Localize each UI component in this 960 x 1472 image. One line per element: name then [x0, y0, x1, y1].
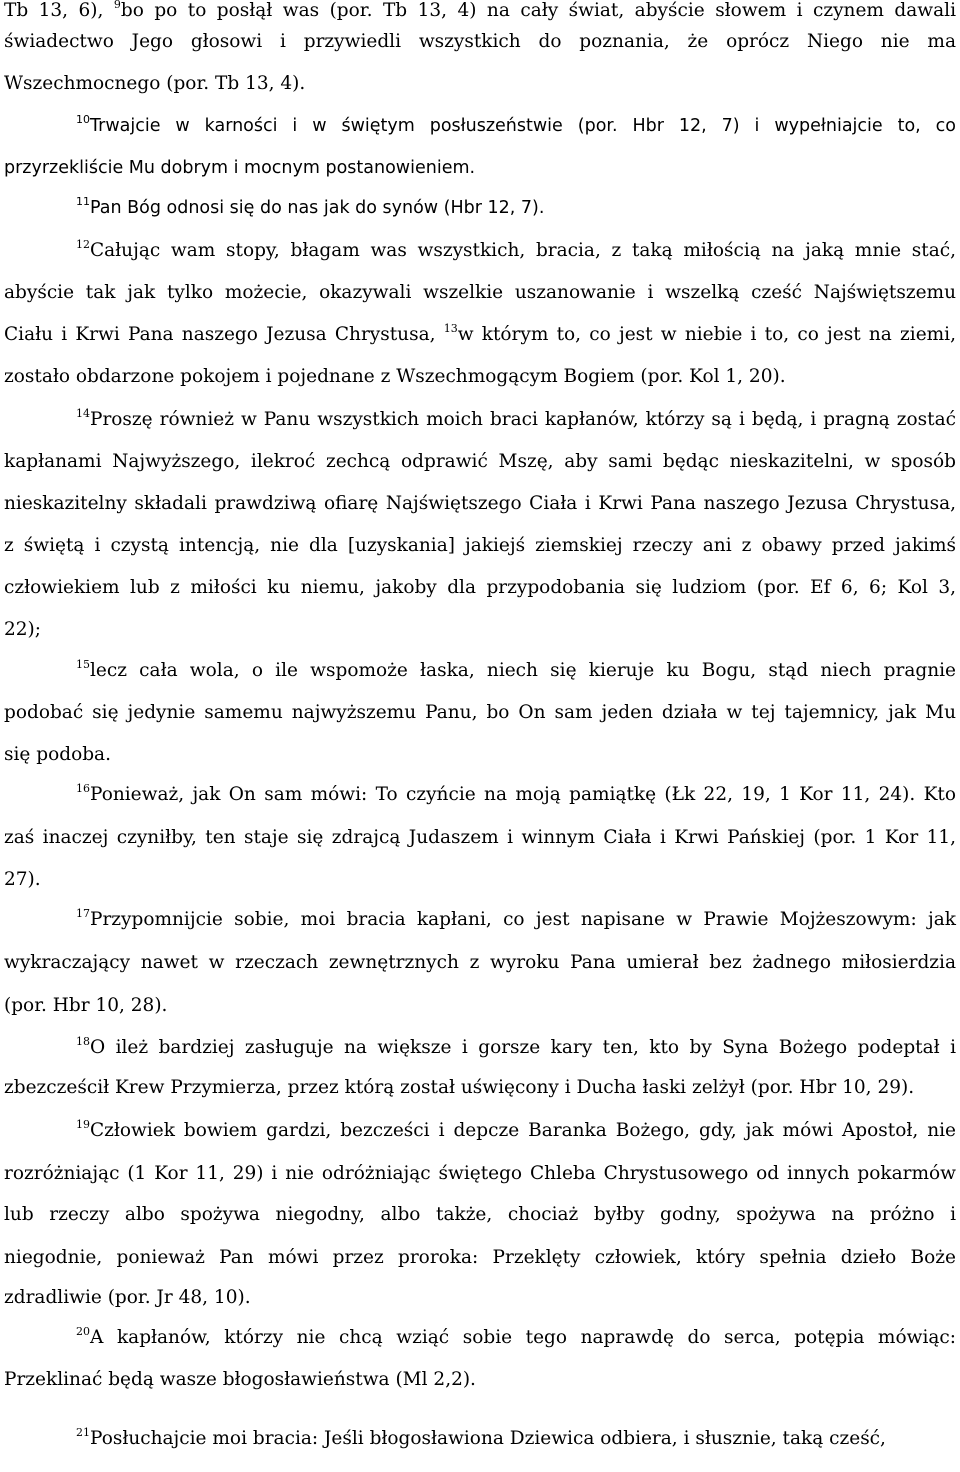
- verse-number: 20: [76, 1325, 90, 1338]
- text-run: przyrzekliście Mu dobrym i mocnym postanowieniem.: [4, 158, 476, 178]
- text-run: w którym to, co jest w niebie i to, co jest na ziemi,: [457, 324, 956, 345]
- verse-number: 11: [76, 195, 90, 208]
- text-run: Wszechmocnego (por. Tb 13, 4).: [4, 73, 306, 94]
- text-run: się podoba.: [4, 744, 111, 765]
- text-run: zaś inaczej czyniłby, ten staje się zdrajcą Judaszem i winnym Ciała i Krwi Pańskiej (por. 1 Kor 11,: [4, 827, 956, 848]
- text-line: [4, 869, 956, 913]
- text-line: [4, 1077, 956, 1121]
- text-run: zdradliwie (por. Jr 48, 10).: [4, 1287, 251, 1308]
- text-line: [4, 827, 956, 871]
- text-line: [4, 409, 956, 453]
- text-run: zostało obdarzone pokojem i pojednane z Wszechmogącym Bogiem (por. Kol 1, 20).: [4, 366, 786, 387]
- text-line: [4, 1037, 956, 1081]
- text-line: [4, 73, 956, 117]
- text-run: podobać się jedynie samemu najwyższemu Panu, bo On sam jeden działa w tej tajemnicy, jak Mu: [4, 702, 956, 723]
- text-run: zbezcześcił Krew Przymierza, przez którą został uświęcony i Ducha łaski zelżył (por. Hbr 10, 29).: [4, 1077, 915, 1098]
- text-line: [4, 1247, 956, 1291]
- text-line: [4, 282, 956, 326]
- verse-number: 18: [76, 1035, 90, 1048]
- text-run: lecz cała wola, o ile wspomoże łaska, niech się kieruje ku Bogu, stąd niech pragnie: [90, 660, 956, 681]
- text-run: Ponieważ, jak On sam mówi: To czyńcie na moją pamiątkę (Łk 22, 19, 1 Kor 11, 24). Kto: [90, 784, 956, 805]
- text-line: [4, 1163, 956, 1207]
- text-line: [4, 1428, 956, 1472]
- text-run: O ileż bardziej zasługuje na większe i gorsze kary ten, kto by Syna Bożego podeptał i: [90, 1037, 956, 1058]
- text-line: [4, 451, 956, 495]
- verse-number: 17: [76, 907, 90, 920]
- text-line: [4, 197, 956, 241]
- text-run: 22);: [4, 619, 41, 640]
- text-line: [4, 366, 956, 410]
- text-line: [4, 157, 956, 201]
- text-run: bo po to posłął was (por. Tb 13, 4) na cały świat, abyście słowem i czynem dawali: [120, 0, 956, 21]
- verse-number: 13: [443, 322, 458, 335]
- verse-number: 9: [113, 0, 121, 11]
- text-line: [4, 493, 956, 537]
- text-run: lub rzeczy albo spożywa niegodny, albo także, chociaż byłby godny, spożywa na próżno i: [4, 1204, 956, 1225]
- text-run: A kapłanów, którzy nie chcą wziąć sobie tego naprawdę do serca, potępia mówiąc:: [90, 1327, 956, 1348]
- text-run: Człowiek bowiem gardzi, bezcześci i depcze Baranka Bożego, gdy, jak mówi Apostoł, nie: [90, 1120, 956, 1141]
- text-line: [4, 1204, 956, 1248]
- text-run: 27).: [4, 869, 41, 890]
- verse-number: 21: [76, 1426, 90, 1439]
- text-line: [4, 1287, 956, 1331]
- text-line: [4, 535, 956, 579]
- text-run: Posłuchajcie moi bracia: Jeśli błogosławiona Dziewica odbiera, i słusznie, taką cześć,: [90, 1428, 886, 1449]
- verse-number: 19: [76, 1118, 90, 1131]
- verse-number: 14: [76, 407, 90, 420]
- text-run: rozróżniając (1 Kor 11, 29) i nie odróżniając świętego Chleba Chrystusowego od innych pokarmów: [4, 1163, 956, 1184]
- text-line: [4, 1327, 956, 1371]
- text-run: z świętą i czystą intencją, nie dla [uzyskania] jakiejś ziemskiej rzeczy ani z obawy przed jakimś: [4, 535, 956, 556]
- text-line: [4, 577, 956, 621]
- text-line: [4, 784, 956, 828]
- text-run: Całując wam stopy, błagam was wszystkich, bracia, z taką miłością na jaką mnie stać,: [90, 240, 956, 261]
- text-run: świadectwo Jego głosowi i przywiedli wszystkich do poznania, że oprócz Niego nie ma: [4, 31, 956, 52]
- text-line: [4, 1120, 956, 1164]
- text-run: niegodnie, ponieważ Pan mówi przez proroka: Przeklęty człowiek, który spełnia dzieło Boże: [4, 1247, 956, 1268]
- text-run: człowiekiem lub z miłości ku niemu, jakoby dla przypodobania się ludziom (por. Ef 6, 6; Kol 3,: [4, 577, 956, 598]
- text-line: [4, 115, 956, 159]
- text-line: [4, 1369, 956, 1413]
- text-line: [4, 702, 956, 746]
- text-line: [4, 324, 956, 368]
- text-run: Tb 13, 6),: [4, 0, 114, 21]
- text-line: [4, 909, 956, 953]
- text-run: wykraczający nawet w rzeczach zewnętrznych z wyroku Pana umierał bez żadnego miłosierdzia: [4, 952, 956, 973]
- text-run: Przypomnijcie sobie, moi bracia kapłani, co jest napisane w Prawie Mojżeszowym: jak: [90, 909, 956, 930]
- text-line: [4, 619, 956, 663]
- text-run: kapłanami Najwyższego, ilekroć zechcą odprawić Mszę, aby sami będąc nieskazitelni, w sposób: [4, 451, 956, 472]
- verse-number: 12: [76, 238, 90, 251]
- verse-number: 10: [76, 113, 90, 126]
- text-run: Ciału i Krwi Pana naszego Jezusa Chrystusa,: [4, 324, 444, 345]
- text-line: [4, 744, 956, 788]
- text-run: Trwajcie w karności i w świętym posłuszeństwie (por. Hbr 12, 7) i wypełniajcie to, co: [90, 116, 956, 136]
- text-line: [4, 995, 956, 1039]
- text-line: [4, 952, 956, 996]
- text-run: Proszę również w Panu wszystkich moich braci kapłanów, którzy są i będą, i pragną zostać: [90, 409, 956, 430]
- verse-number: 15: [76, 658, 90, 671]
- text-line: [4, 660, 956, 704]
- text-line: [4, 240, 956, 284]
- text-run: nieskazitelny składali prawdziwą ofiarę Najświętszego Ciała i Krwi Pana naszego Jezusa Chrystusa,: [4, 493, 956, 514]
- text-run: Przeklinać będą wasze błogosławieństwa (Ml 2,2).: [4, 1369, 476, 1390]
- text-run: Pan Bóg odnosi się do nas jak do synów (Hbr 12, 7).: [90, 198, 545, 218]
- text-run: abyście tak jak tylko możecie, okazywali wszelkie uszanowanie i wszelką cześć Najświętszemu: [4, 282, 956, 303]
- text-run: (por. Hbr 10, 28).: [4, 995, 168, 1016]
- text-line: [4, 31, 956, 75]
- verse-number: 16: [76, 782, 90, 795]
